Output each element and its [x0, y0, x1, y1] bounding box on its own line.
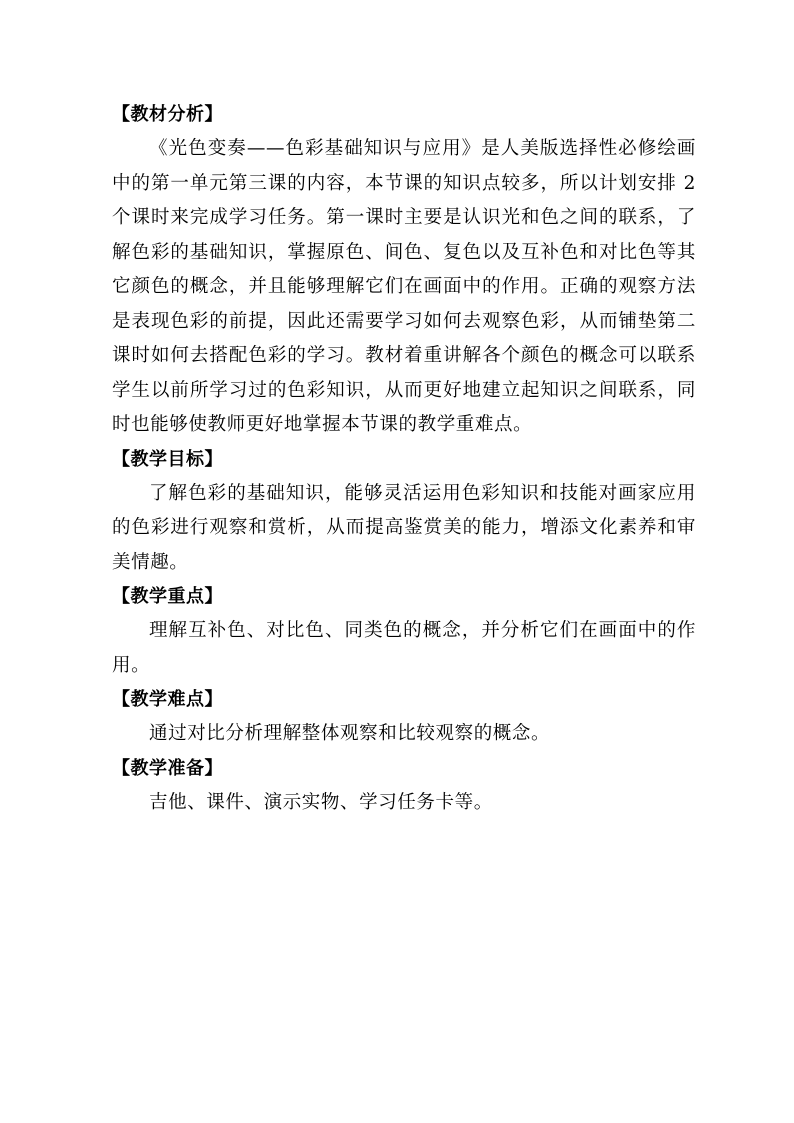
section-teaching-preparation	[112, 752, 696, 821]
section-heading: 【教学目标】	[112, 448, 223, 470]
section-heading: 【教学难点】	[112, 689, 223, 710]
section-paragraph: 吉他、课件、演示实物、学习任务卡等。	[149, 791, 493, 813]
section-heading: 【教学重点】	[112, 586, 223, 607]
section-paragraph: 通过对比分析理解整体观察和比较观察的概念。	[149, 723, 551, 744]
section-heading: 【教材分析】	[112, 104, 223, 125]
document-page	[112, 98, 696, 820]
section-teaching-difficulty	[112, 683, 696, 752]
section-heading: 【教学准备】	[112, 757, 223, 779]
section-paragraph: 《光色变奏——色彩基础知识与应用》是人美版选择性必修绘画中的第一单元第三课的内容，本节课的知识点较多，所以计划安排 2 个课时来完成学习任务。第一课时主要是认识光和色之间的联系，了解色彩的基础知识，掌握原色、间色、复色以及互补色和对比色等其它颜色的概念，并且能够理解它们在画面中的作用。正确的观察方法是表现色彩的前提，因此还需要学习如何去观察色彩，从而铺垫第二课时如何去搭配色彩的学习。教材着重讲解各个颜色的概念可以联系学生以前所学习过的色彩知识，从而更好地建立起知识之间联系，同时也能够使教师更好地掌握本节课的教学重难点。	[112, 138, 696, 435]
section-teaching-objectives	[112, 443, 696, 581]
section-paragraph: 理解互补色、对比色、同类色的概念，并分析它们在画面中的作用。	[112, 620, 696, 676]
section-teaching-focus	[112, 580, 696, 683]
section-paragraph: 了解色彩的基础知识，能够灵活运用色彩知识和技能对画家应用的色彩进行观察和赏析，从而提高鉴赏美的能力，增添文化素养和审美情趣。	[112, 482, 696, 573]
section-textbook-analysis	[112, 98, 696, 443]
